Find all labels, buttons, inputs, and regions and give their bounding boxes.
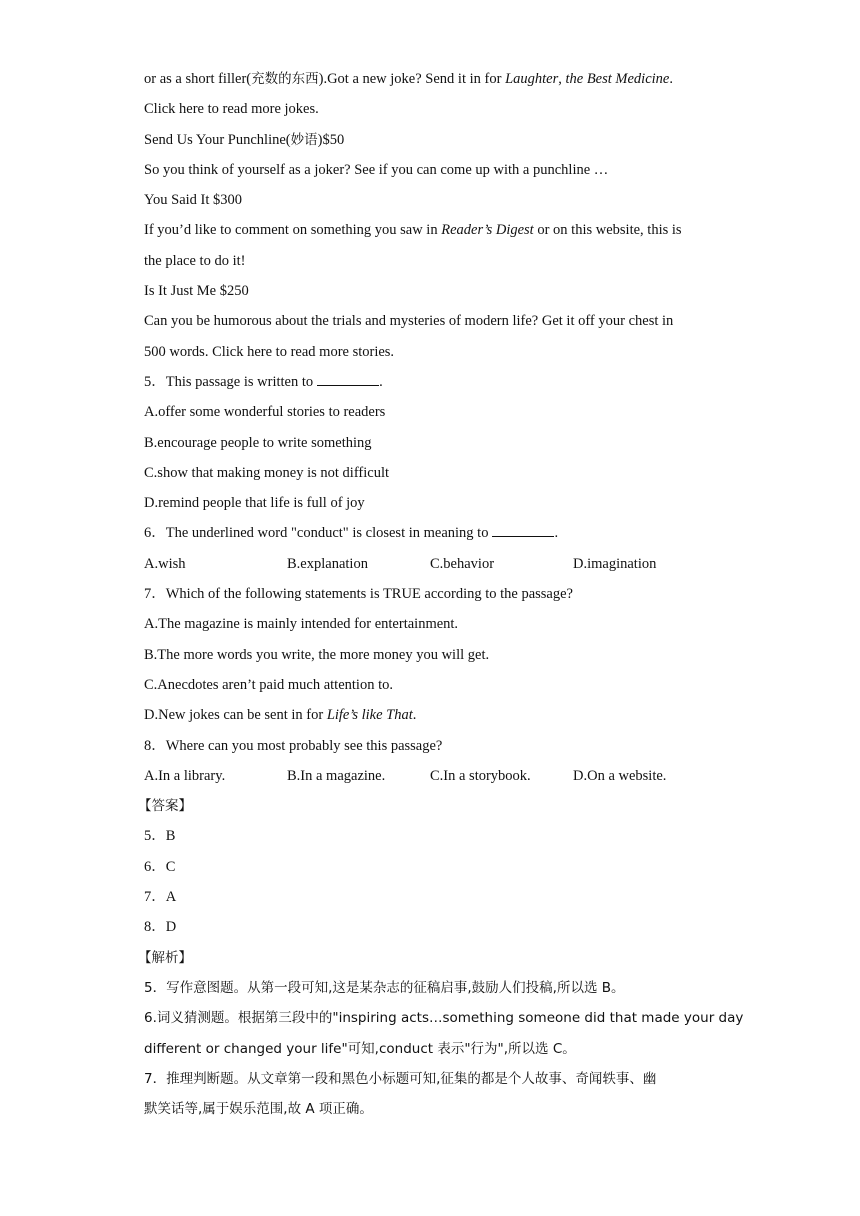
option: D.remind people that life is full of joy xyxy=(144,495,365,512)
answer-item: 5．B xyxy=(144,828,176,845)
answer-blank xyxy=(492,524,554,537)
answer-blank xyxy=(317,373,379,386)
text: 充数的东西 xyxy=(251,71,319,87)
question-7-stem: 7．Which of the following statements is TRUE according to the passage? xyxy=(144,586,573,603)
option: A.offer some wonderful stories to readers xyxy=(144,404,386,421)
text: . xyxy=(554,525,559,542)
option xyxy=(144,700,724,730)
option: A.The magazine is mainly intended for entertainment. xyxy=(144,616,459,633)
answer-item: 7．A xyxy=(144,889,177,906)
text: D.New jokes can be sent in for xyxy=(144,707,327,724)
text: , xyxy=(558,71,566,87)
analysis-line: 7．推理判断题。从文章第一段和黑色小标题可知,征集的都是个人故事、奇闻轶事、幽 xyxy=(144,1070,657,1087)
italic-title: Reader’s Digest xyxy=(441,222,534,239)
question-6-stem xyxy=(144,518,724,548)
text: . xyxy=(379,373,383,390)
option: D.imagination xyxy=(573,555,657,572)
option: C.show that making money is not difficult xyxy=(144,464,390,481)
analysis-heading: 【解析】 xyxy=(138,949,192,966)
answer-item: 6．C xyxy=(144,858,176,875)
paragraph-line xyxy=(144,64,724,94)
text: or as a short filler( xyxy=(144,71,252,87)
text: 5．This passage is written to xyxy=(144,373,314,390)
option: A.wish xyxy=(144,555,186,572)
text: ).Got a new joke? Send it in for xyxy=(318,71,506,87)
paragraph-line: 500 words. Click here to read more stories. xyxy=(144,343,395,360)
italic-title: Life’s like That xyxy=(326,707,413,724)
text: Send Us Your Punchline( xyxy=(144,131,291,148)
text: )$50 xyxy=(317,131,345,148)
question-5-stem xyxy=(144,367,724,397)
document-page xyxy=(138,64,744,1124)
option: C.Anecdotes aren’t paid much attention to. xyxy=(144,676,393,693)
answer-item: 8．D xyxy=(144,919,177,936)
option: B.The more words you write, the more money you will get. xyxy=(144,646,490,663)
text: 妙语 xyxy=(290,131,318,148)
option: C.In a storybook. xyxy=(430,767,531,784)
option: D.On a website. xyxy=(573,767,667,784)
text: . xyxy=(412,707,417,724)
italic-title: Laughter xyxy=(505,71,559,87)
paragraph-line: So you think of yourself as a joker? See if you can come up with a punchline … xyxy=(144,161,609,178)
text: or on this website, this is xyxy=(533,222,682,239)
analysis-line: different or changed your life"可知,conduct 表示"行为",所以选 C。 xyxy=(144,1040,576,1057)
question-8-stem: 8．Where can you most probably see this passage? xyxy=(144,737,443,754)
text: 6．The underlined word "conduct" is closest in meaning to xyxy=(144,525,489,542)
options-row xyxy=(144,761,724,791)
section-heading: You Said It $300 xyxy=(144,192,243,209)
paragraph-line xyxy=(144,215,724,245)
analysis-line: 默笑话等,属于娱乐范围,故 A 项正确。 xyxy=(144,1101,373,1118)
text: If you’d like to comment on something you saw in xyxy=(144,222,442,239)
analysis-line: 5．写作意图题。从第一段可知,这是某杂志的征稿启事,鼓励人们投稿,所以选 B。 xyxy=(144,979,625,996)
paragraph-line: Click here to read more jokes. xyxy=(144,101,319,118)
option: A.In a library. xyxy=(144,767,226,784)
option: B.encourage people to write something xyxy=(144,434,372,451)
option: B.In a magazine. xyxy=(287,767,386,784)
section-heading: Is It Just Me $250 xyxy=(144,283,249,300)
analysis-line: 6.词义猜测题。根据第三段中的"inspiring acts…something someone did that made your day xyxy=(144,1010,744,1027)
paragraph-line: the place to do it! xyxy=(144,252,246,269)
options-row xyxy=(144,549,724,579)
italic-title: the Best Medicine xyxy=(565,71,670,87)
option: C.behavior xyxy=(430,555,495,572)
section-heading xyxy=(144,125,724,155)
answer-heading: 【答案】 xyxy=(138,798,192,815)
option: B.explanation xyxy=(287,555,368,572)
paragraph-line: Can you be humorous about the trials and mysteries of modern life? Get it off your chest in xyxy=(144,313,674,330)
text: . xyxy=(669,71,673,87)
